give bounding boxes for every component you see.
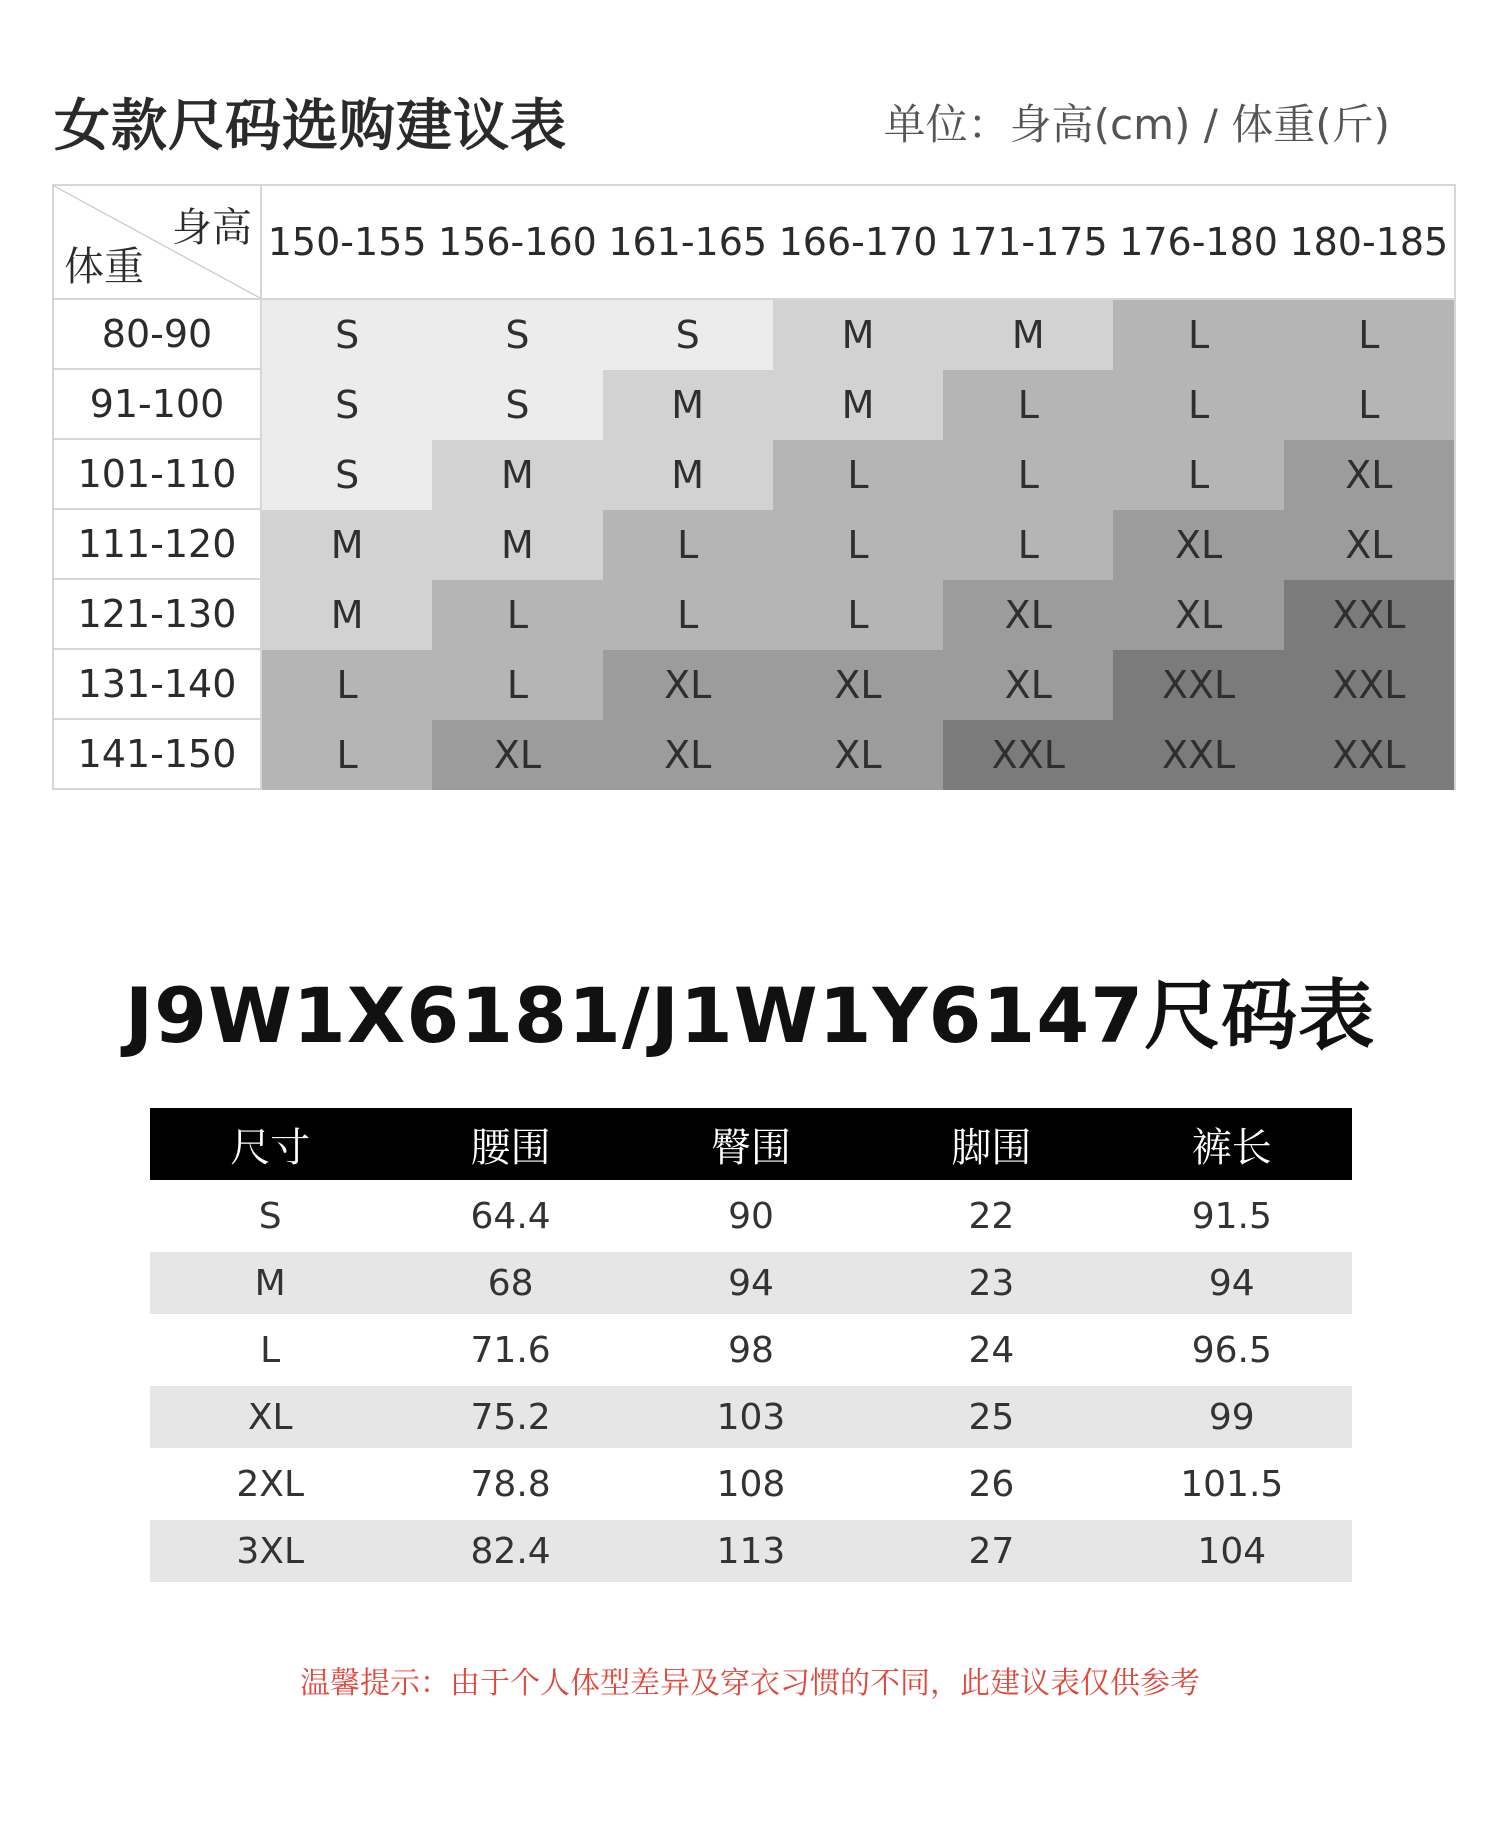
height-header-cell: 161-165: [603, 186, 773, 300]
measurement-cell: 78.8: [470, 1463, 551, 1505]
measurement-cell: 91.5: [1191, 1195, 1272, 1237]
size-cell: XL: [603, 650, 773, 720]
height-header-cell: 156-160: [432, 186, 602, 300]
size-cell: XXL: [1284, 650, 1454, 720]
size-cell: L: [773, 440, 943, 510]
size-cell: XL: [943, 580, 1113, 650]
size-cell: L: [773, 580, 943, 650]
table-row: [150, 1386, 1352, 1448]
measurement-cell: 94: [728, 1262, 774, 1304]
table-row: [150, 1453, 1352, 1515]
height-axis-label: 身高: [172, 205, 252, 251]
size-cell: XXL: [1284, 580, 1454, 650]
size-cell: L: [603, 510, 773, 580]
size-cell: L: [262, 650, 432, 720]
measurement-cell: 68: [487, 1262, 534, 1304]
size-cell: XL: [603, 720, 773, 790]
size-cell: XL: [1284, 440, 1454, 510]
measurement-cell: L: [260, 1329, 281, 1371]
height-header-cell: 150-155: [262, 186, 432, 300]
size-cell: L: [1113, 300, 1283, 370]
measurement-cell: 113: [716, 1530, 786, 1572]
measurement-cell: 108: [716, 1463, 786, 1505]
measurement-header-cell: 臀围: [710, 1124, 791, 1171]
weight-row-label: 121-130: [54, 580, 262, 650]
measurement-cell: 94: [1208, 1262, 1255, 1304]
measurement-cell: 27: [968, 1530, 1015, 1572]
measurement-table-header: [150, 1108, 1352, 1180]
size-cell: M: [262, 580, 432, 650]
measurement-cell: 26: [968, 1463, 1015, 1505]
size-cell: M: [262, 510, 432, 580]
measurement-cell: 82.4: [470, 1530, 551, 1572]
size-cell: XL: [1113, 510, 1283, 580]
weight-row-label: 111-120: [54, 510, 262, 580]
size-cell: L: [603, 580, 773, 650]
size-cell: XXL: [1113, 720, 1283, 790]
measurement-cell: M: [254, 1262, 286, 1304]
measurement-cell: 25: [968, 1396, 1015, 1438]
size-recommendation-table: [52, 184, 1456, 790]
measurement-cell: 22: [968, 1195, 1015, 1237]
size-cell: XXL: [1113, 650, 1283, 720]
measurement-cell: 99: [1208, 1396, 1255, 1438]
size-cell: L: [1113, 440, 1283, 510]
weight-row-label: 141-150: [54, 720, 262, 790]
size-cell: XL: [943, 650, 1113, 720]
height-header-cell: 176-180: [1113, 186, 1283, 300]
size-cell: XL: [773, 650, 943, 720]
tip-note: 温馨提示：由于个人体型差异及穿衣习惯的不同，此建议表仅供参考: [300, 1666, 1200, 1701]
measurement-cell: 98: [728, 1329, 774, 1371]
size-cell: S: [432, 370, 602, 440]
size-cell: L: [943, 370, 1113, 440]
weight-row-label: 101-110: [54, 440, 262, 510]
table-row: [150, 1185, 1352, 1247]
size-cell: XXL: [1284, 720, 1454, 790]
size-cell: L: [432, 580, 602, 650]
measurement-cell: 2XL: [236, 1463, 304, 1505]
weight-row-label: 80-90: [54, 300, 262, 370]
height-header-cell: 180-185: [1284, 186, 1454, 300]
size-cell: S: [262, 300, 432, 370]
size-cell: L: [1113, 370, 1283, 440]
measurement-cell: XL: [247, 1396, 293, 1438]
measurement-cell: S: [258, 1195, 282, 1237]
size-cell: M: [773, 300, 943, 370]
product-size-chart-title: J9W1X6181/J1W1Y6147尺码表: [124, 971, 1376, 1060]
measurement-header-cell: 脚围: [951, 1124, 1032, 1171]
measurement-cell: 24: [968, 1329, 1015, 1371]
size-cell: XL: [1284, 510, 1454, 580]
weight-row-label: 91-100: [54, 370, 262, 440]
size-cell: L: [943, 440, 1113, 510]
measurement-table: [150, 1108, 1352, 1582]
size-cell: M: [432, 510, 602, 580]
table-row: [150, 1319, 1352, 1381]
size-cell: M: [603, 370, 773, 440]
height-header-cell: 166-170: [773, 186, 943, 300]
measurement-cell: 71.6: [470, 1329, 551, 1371]
table-row: [150, 1520, 1352, 1582]
measurement-cell: 3XL: [236, 1530, 304, 1572]
measurement-cell: 75.2: [470, 1396, 551, 1438]
size-cell: M: [603, 440, 773, 510]
size-cell: M: [773, 370, 943, 440]
size-cell: XXL: [943, 720, 1113, 790]
measurement-cell: 64.4: [470, 1195, 551, 1237]
size-cell: L: [1284, 300, 1454, 370]
measurement-cell: 23: [968, 1262, 1015, 1304]
page-title: 女款尺码选购建议表: [54, 94, 567, 159]
size-cell: L: [773, 510, 943, 580]
measurement-cell: 90: [728, 1195, 774, 1237]
size-cell: S: [432, 300, 602, 370]
size-cell: XL: [432, 720, 602, 790]
corner-header-cell: [54, 186, 262, 300]
measurement-table-body: [150, 1185, 1352, 1582]
size-cell: M: [943, 300, 1113, 370]
measurement-header-cell: 尺寸: [230, 1124, 311, 1171]
size-cell: L: [432, 650, 602, 720]
size-cell: S: [262, 370, 432, 440]
weight-axis-label: 体重: [64, 244, 144, 290]
size-cell: L: [262, 720, 432, 790]
size-cell: S: [603, 300, 773, 370]
size-cell: L: [1284, 370, 1454, 440]
size-cell: S: [262, 440, 432, 510]
size-cell: M: [432, 440, 602, 510]
table-row: [150, 1252, 1352, 1314]
unit-note: 单位：身高(cm) / 体重(斤): [883, 100, 1390, 149]
measurement-cell: 103: [716, 1396, 786, 1438]
measurement-header-cell: 腰围: [470, 1124, 551, 1171]
weight-row-label: 131-140: [54, 650, 262, 720]
measurement-cell: 96.5: [1191, 1329, 1272, 1371]
size-cell: XL: [773, 720, 943, 790]
measurement-cell: 101.5: [1180, 1463, 1284, 1505]
measurement-header-cell: 裤长: [1191, 1124, 1272, 1171]
size-cell: XL: [1113, 580, 1283, 650]
size-cell: L: [943, 510, 1113, 580]
height-header-cell: 171-175: [943, 186, 1113, 300]
measurement-cell: 104: [1197, 1530, 1267, 1572]
